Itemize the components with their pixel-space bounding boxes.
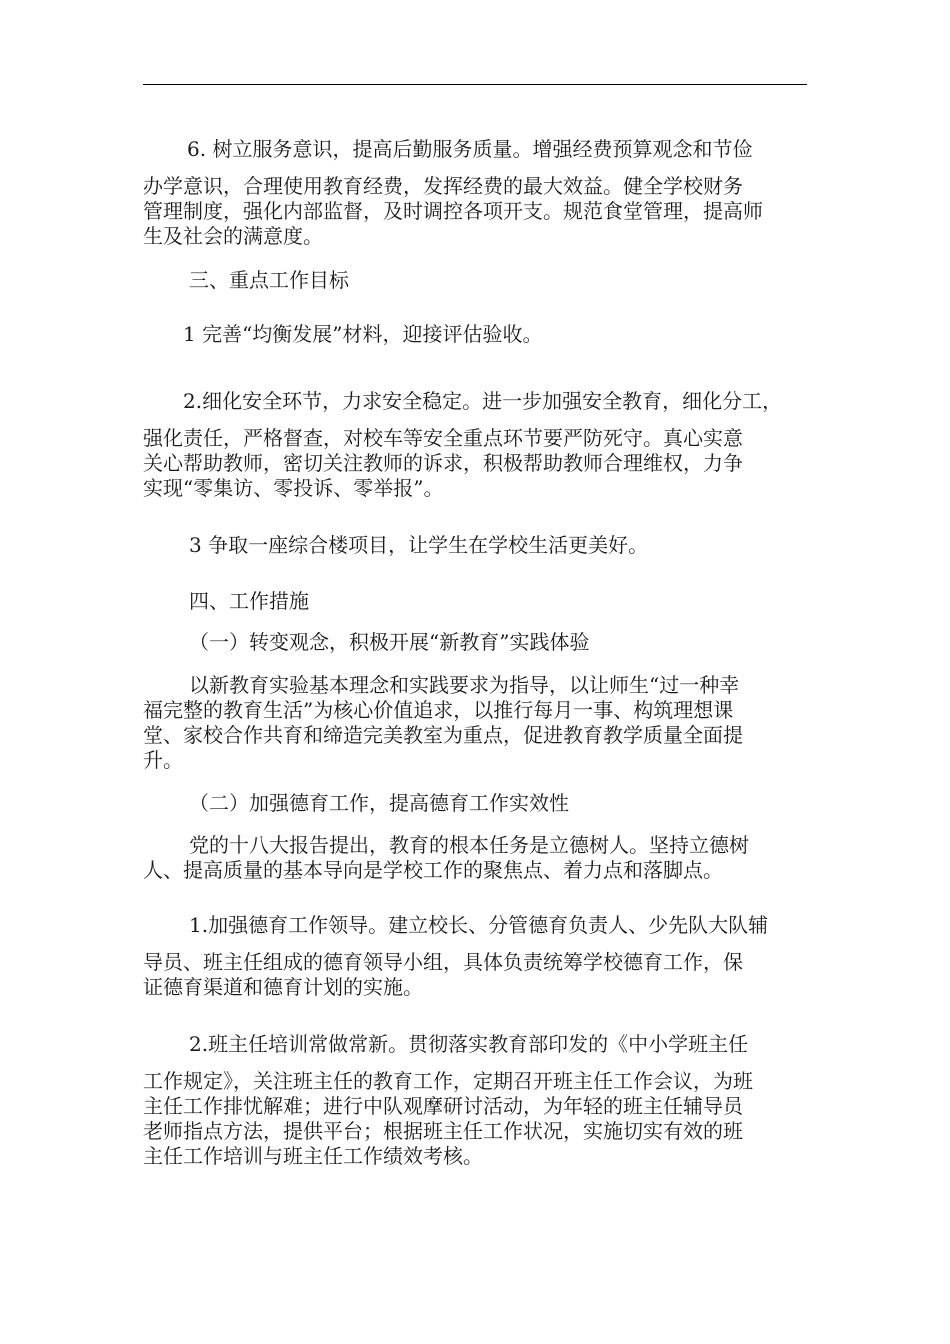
text-line: 主任工作培训与班主任工作绩效考核。 <box>143 1144 483 1168</box>
text-line: 工作规定》，关注班主任的教育工作，定期召开班主任工作会议，为班 <box>143 1069 753 1093</box>
text-line: 主任工作排忧解难；进行中队观摩研讨活动，为年轻的班主任辅导员 <box>143 1094 743 1118</box>
paragraph-moral-education <box>143 833 807 883</box>
section-heading-key-goals: 三、重点工作目标 <box>189 268 349 292</box>
text-line: 证德育渠道和德育计划的实施。 <box>143 975 423 999</box>
text-line: 关心帮助教师，密切关注教师的诉求，积极帮助教师合理维权，力争 <box>143 451 743 475</box>
text-line: 管理制度，强化内部监督，及时调控各项开支。规范食堂管理，提高师 <box>143 199 763 223</box>
text-line: 以新教育实验基本理念和实践要求为指导，以让师生“过一种幸 <box>189 673 740 697</box>
text-line: 党的十八大报告提出，教育的根本任务是立德树人。坚持立德树 <box>189 833 749 857</box>
section-heading-measures: 四、工作措施 <box>189 589 309 613</box>
header-rule <box>143 84 807 85</box>
paragraph-logistics <box>143 137 807 249</box>
subheading-moral-education: （二）加强德育工作，提高德育工作实效性 <box>189 791 569 815</box>
paragraph-goal-2 <box>143 389 807 501</box>
text-line: 生及社会的满意度。 <box>143 224 323 248</box>
subheading-new-education: （一）转变观念，积极开展“新教育”实践体验 <box>189 630 590 654</box>
text-line: 实现“零集访、零投诉、零举报”。 <box>143 476 444 500</box>
text-line: 6. 树立服务意识，提高后勤服务质量。增强经费预算观念和节俭 <box>187 137 753 161</box>
paragraph-moral-leadership <box>143 913 807 1000</box>
text-line: 2.细化安全环节，力求安全稳定。进一步加强安全教育，细化分工， <box>183 389 783 413</box>
text-line: 升。 <box>143 748 183 772</box>
text-line: 堂、家校合作共育和缔造完美教室为重点，促进教育教学质量全面提 <box>143 723 743 747</box>
paragraph-class-teacher-training <box>143 1032 807 1169</box>
paragraph-goal-3: 3 争取一座综合楼项目，让学生在学校生活更美好。 <box>189 533 649 557</box>
paragraph-goal-1: 1 完善“均衡发展”材料，迎接评估验收。 <box>183 322 543 346</box>
text-line: 强化责任，严格督查，对校车等安全重点环节要严防死守。真心实意 <box>143 426 743 450</box>
paragraph-new-education <box>143 673 807 773</box>
text-line: 1.加强德育工作领导。建立校长、分管德育负责人、少先队大队辅 <box>189 913 769 937</box>
text-line: 福完整的教育生活”为核心价值追求，以推行每月一事、构筑理想课 <box>143 698 734 722</box>
text-line: 2.班主任培训常做常新。贯彻落实教育部印发的《中小学班主任 <box>189 1032 749 1056</box>
text-line: 办学意识，合理使用教育经费，发挥经费的最大效益。健全学校财务 <box>143 174 743 198</box>
text-line: 人、提高质量的基本导向是学校工作的聚焦点、着力点和落脚点。 <box>143 858 723 882</box>
text-line: 导员、班主任组成的德育领导小组，具体负责统筹学校德育工作，保 <box>143 950 743 974</box>
text-line: 老师指点方法，提供平台；根据班主任工作状况，实施切实有效的班 <box>143 1119 743 1143</box>
